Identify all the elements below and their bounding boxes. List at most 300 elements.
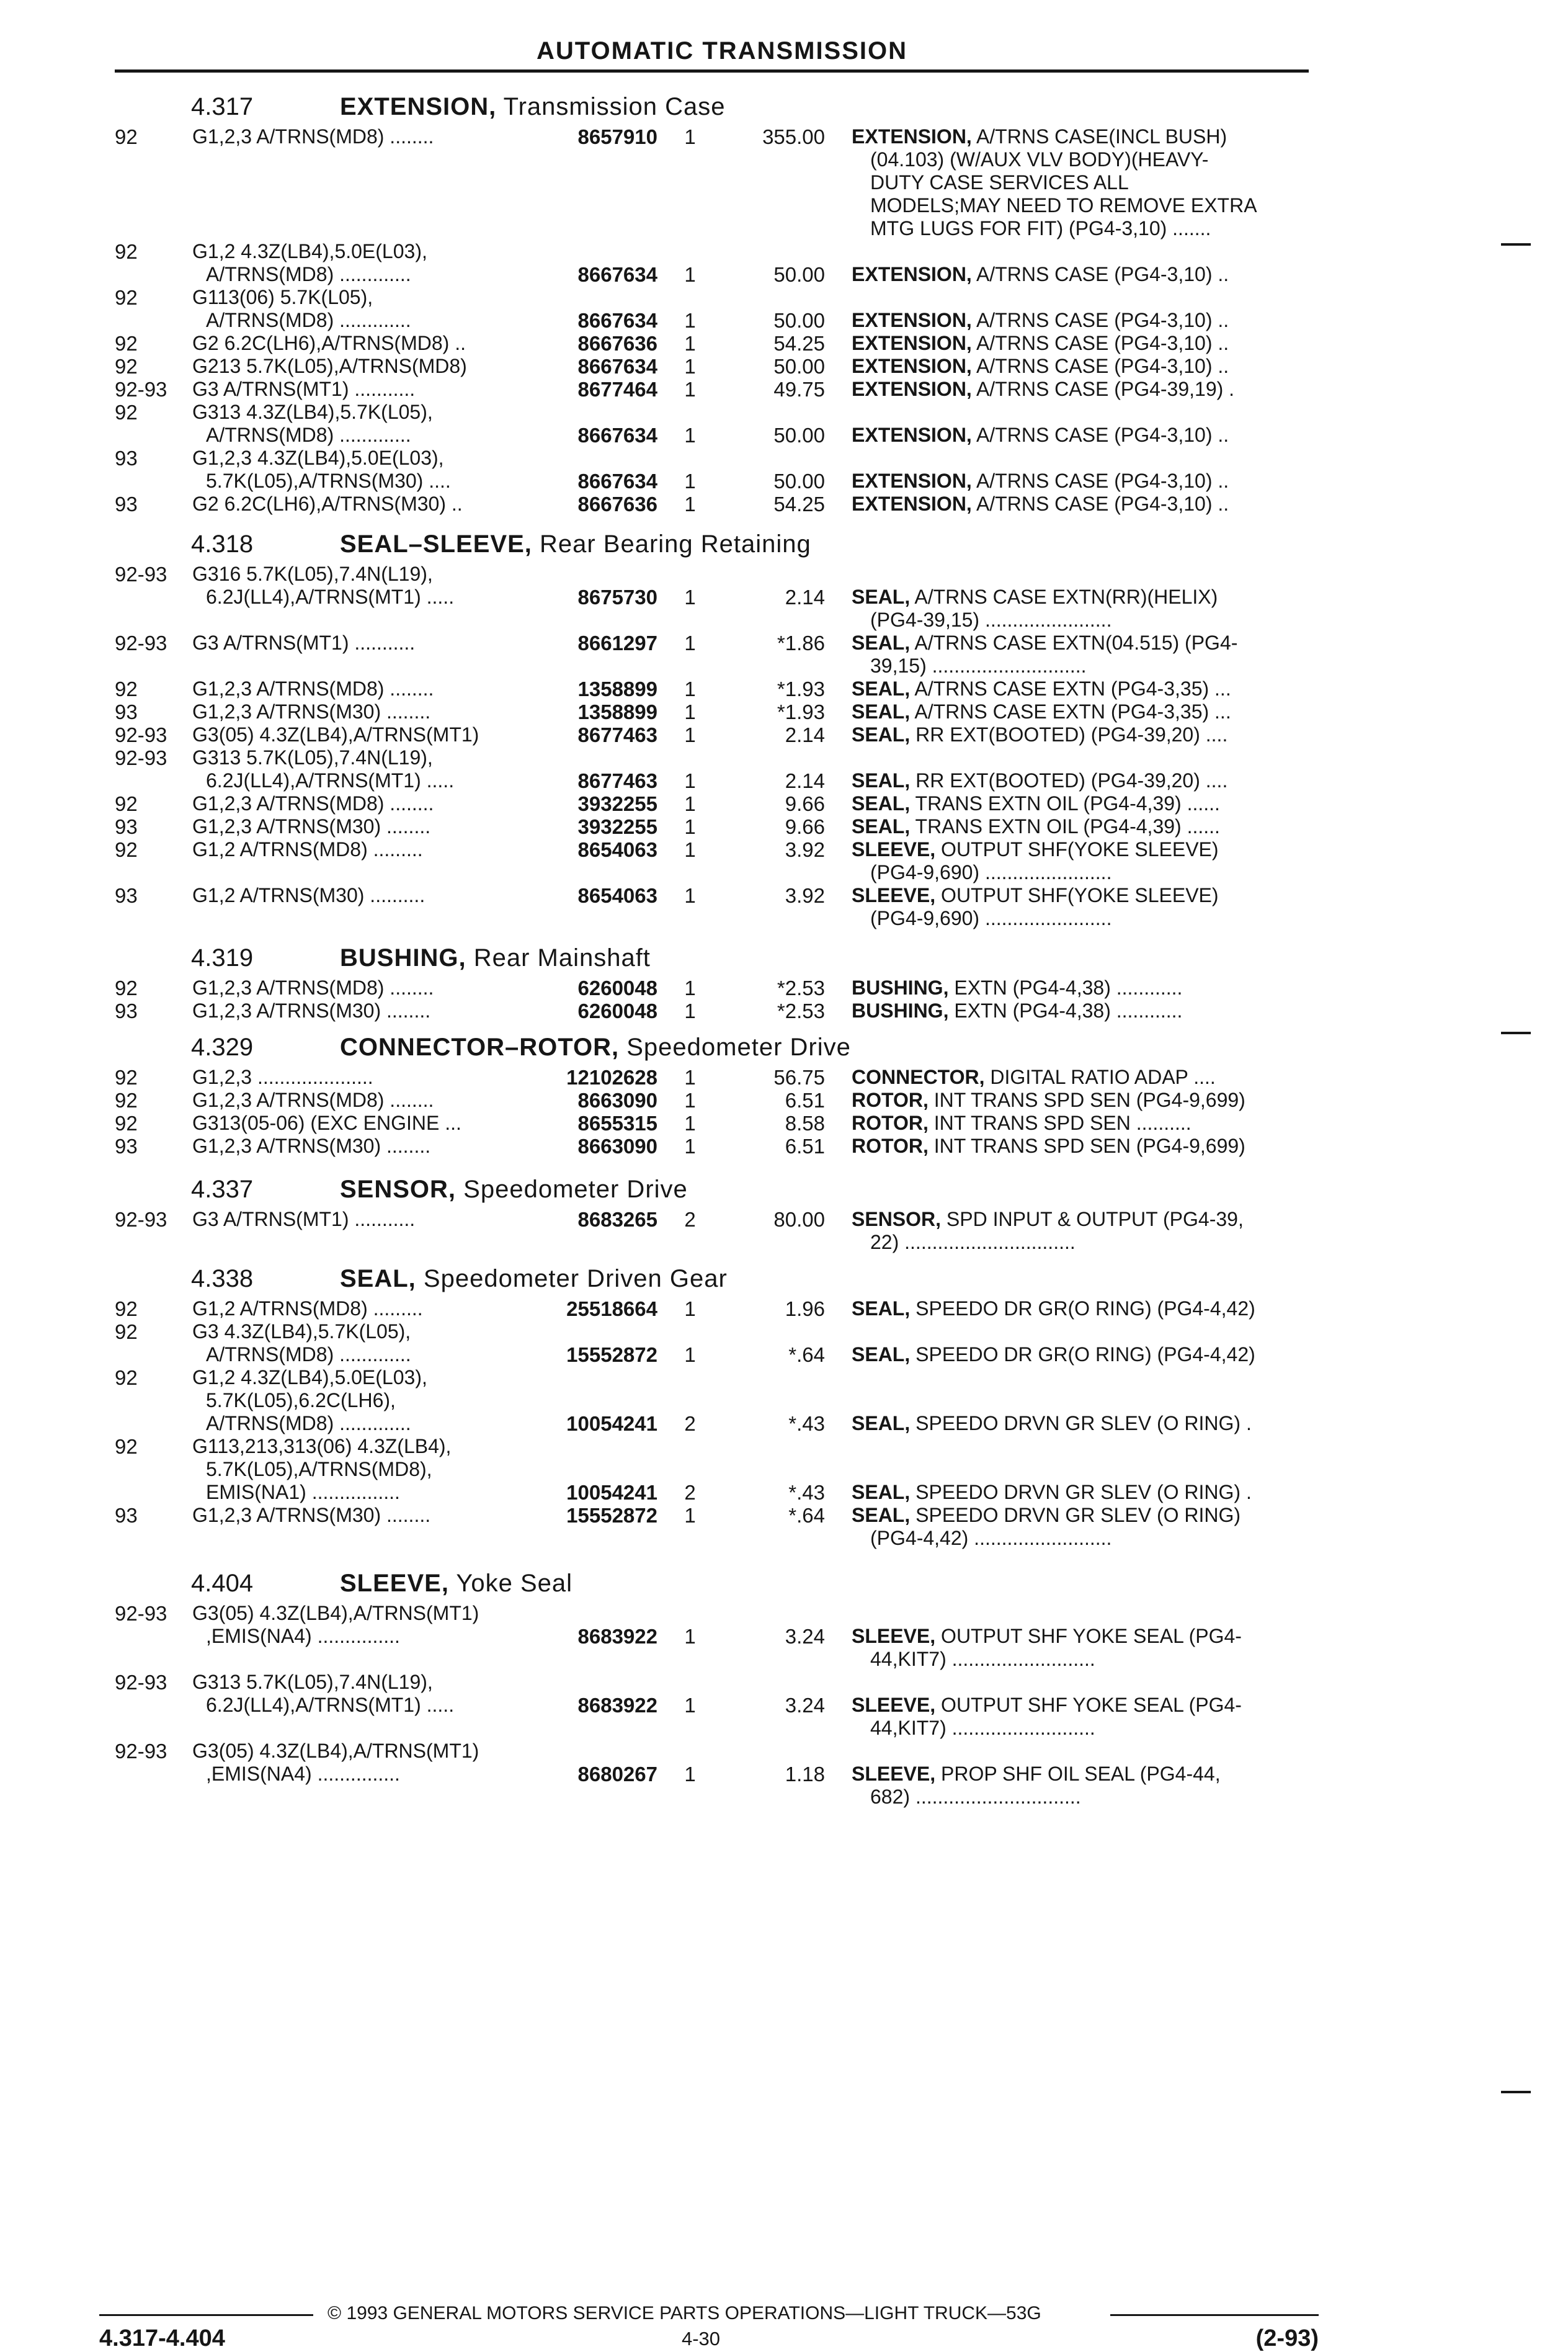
description-line: [852, 769, 1311, 792]
row-application: [192, 401, 433, 447]
row-price: 49.75: [773, 378, 825, 401]
application-line: G3 A/TRNS(MT1) ...........: [192, 1208, 416, 1230]
row-description: [852, 1343, 1311, 1366]
row-description: [852, 815, 1311, 838]
application-line: G1,2,3 A/TRNS(M30) ........: [192, 700, 431, 723]
row-application: [192, 1208, 415, 1231]
section-number: 4.338: [191, 1265, 254, 1292]
row-year: 92-93: [115, 1740, 167, 1763]
footer-date-code: (2-93): [1255, 2325, 1319, 2351]
row-part-number: 8667636: [577, 493, 657, 516]
row-price: 355.00: [762, 125, 825, 148]
description-line: 44,KIT7) ..........................: [870, 1648, 1095, 1670]
application-line: 5.7K(L05),A/TRNS(MD8),: [206, 1458, 432, 1480]
section-number: 4.329: [191, 1034, 254, 1061]
section-title-rest: Rear Mainshaft: [466, 944, 651, 972]
row-year: 92-93: [115, 632, 167, 655]
application-line: G1,2 A/TRNS(MD8) .........: [192, 838, 423, 861]
row-price: *1.93: [777, 677, 825, 700]
application-line: G313 4.3Z(LB4),5.7K(L05),: [192, 401, 433, 423]
row-quantity: 1: [684, 1112, 696, 1135]
row-description: [852, 723, 1311, 746]
row-description: [852, 424, 1311, 447]
description-keyword: ROTOR,: [852, 1112, 929, 1134]
application-line: G3 A/TRNS(MT1) ...........: [192, 632, 416, 654]
application-line: G1,2,3 A/TRNS(MD8) ........: [192, 677, 434, 700]
row-application: [192, 815, 430, 838]
row-quantity: 1: [684, 1135, 696, 1158]
section-title-main: SLEEVE,: [340, 1570, 449, 1597]
section-number: 4.318: [191, 530, 254, 558]
row-description: [852, 677, 1311, 700]
description-line: [852, 586, 1311, 609]
section-title-rest: Speedometer Driven Gear: [416, 1265, 728, 1292]
row-part-number: 6260048: [577, 977, 657, 999]
section-title-main: SEAL–SLEEVE,: [340, 530, 532, 558]
margin-mark: [1501, 243, 1531, 246]
row-description: [852, 1297, 1311, 1320]
row-description: [852, 1208, 1311, 1254]
section-title-main: CONNECTOR–ROTOR,: [340, 1034, 620, 1061]
description-text: RR EXT(BOOTED) (PG4-39,20) ....: [915, 723, 1228, 746]
row-description: [852, 1112, 1311, 1135]
row-year: 93: [115, 700, 138, 723]
row-part-number: 25518664: [566, 1297, 657, 1320]
row-price: 3.92: [785, 838, 825, 861]
row-price: *2.53: [777, 977, 825, 999]
description-text: INT TRANS SPD SEN (PG4-9,699): [933, 1089, 1245, 1111]
row-price: *.64: [788, 1343, 825, 1366]
row-price: 2.14: [785, 586, 825, 609]
row-part-number: 15552872: [566, 1504, 657, 1527]
row-description: [852, 1694, 1311, 1740]
description-line: [852, 1504, 1311, 1527]
row-description: [852, 125, 1311, 240]
row-part-number: 8667634: [577, 424, 657, 447]
description-keyword: SEAL,: [852, 769, 911, 792]
description-keyword: EXTENSION,: [852, 355, 972, 377]
row-part-number: 8663090: [577, 1135, 657, 1158]
row-description: [852, 1504, 1311, 1550]
description-line: [852, 263, 1311, 286]
description-keyword: EXTENSION,: [852, 263, 972, 285]
row-part-number: 8677464: [577, 378, 657, 401]
row-description: [852, 999, 1311, 1022]
description-line: [852, 355, 1311, 378]
row-part-number: 3932255: [577, 792, 657, 815]
row-quantity: 1: [684, 586, 696, 609]
row-application: [192, 723, 479, 746]
description-text: A/TRNS CASE (PG4-3,10) ..: [976, 493, 1229, 515]
row-part-number: 1358899: [577, 700, 657, 723]
description-line: [852, 424, 1311, 447]
section-number: 4.319: [191, 944, 254, 972]
row-year: 92: [115, 332, 138, 355]
application-line: G1,2 4.3Z(LB4),5.0E(L03),: [192, 240, 427, 262]
row-application: [192, 1112, 461, 1135]
row-price: 56.75: [773, 1066, 825, 1089]
application-line: ,EMIS(NA4) ...............: [206, 1625, 400, 1647]
row-price: 6.51: [785, 1135, 825, 1158]
application-line: 6.2J(LL4),A/TRNS(MT1) .....: [206, 1694, 455, 1716]
row-description: [852, 632, 1311, 677]
row-year: 93: [115, 999, 138, 1022]
row-application: [192, 1320, 411, 1366]
row-year: 93: [115, 884, 138, 907]
row-year: 92: [115, 125, 138, 148]
row-year: 92-93: [115, 746, 167, 769]
row-year: 92: [115, 1366, 138, 1389]
description-text: A/TRNS CASE EXTN(04.515) (PG4-: [914, 632, 1238, 654]
row-year: 92: [115, 240, 138, 263]
description-text: EXTN (PG4-4,38) ............: [954, 977, 1183, 999]
row-part-number: 8654063: [577, 884, 657, 907]
row-quantity: 1: [684, 884, 696, 907]
description-text: OUTPUT SHF YOKE SEAL (PG4-: [941, 1625, 1242, 1647]
description-text: SPEEDO DRVN GR SLEV (O RING): [915, 1504, 1241, 1526]
application-line: A/TRNS(MD8) .............: [206, 1412, 411, 1434]
row-application: [192, 286, 411, 332]
section-number: 4.337: [191, 1176, 254, 1203]
application-line: G2 6.2C(LH6),A/TRNS(MD8) ..: [192, 332, 466, 354]
description-text: A/TRNS CASE (PG4-3,10) ..: [976, 470, 1229, 492]
row-price: *.43: [788, 1412, 825, 1435]
application-line: G1,2,3 A/TRNS(MD8) ........: [192, 977, 434, 999]
description-line: [852, 977, 1311, 999]
row-quantity: 1: [684, 677, 696, 700]
row-description: [852, 838, 1311, 884]
row-price: 54.25: [773, 493, 825, 516]
footer-rule-right: [1110, 2314, 1319, 2316]
row-year: 92: [115, 1435, 138, 1458]
row-quantity: 1: [684, 1763, 696, 1786]
row-price: 2.14: [785, 769, 825, 792]
application-line: G3(05) 4.3Z(LB4),A/TRNS(MT1): [192, 723, 479, 746]
row-part-number: 8654063: [577, 838, 657, 861]
row-year: 93: [115, 815, 138, 838]
row-application: [192, 838, 423, 861]
application-line: G113(06) 5.7K(L05),: [192, 286, 373, 308]
description-keyword: SEAL,: [852, 1481, 911, 1503]
description-keyword: SEAL,: [852, 632, 911, 654]
row-description: [852, 769, 1311, 792]
row-quantity: 1: [684, 309, 696, 332]
application-line: EMIS(NA1) ................: [206, 1481, 400, 1503]
section-title-main: SEAL,: [340, 1265, 416, 1292]
row-description: [852, 493, 1311, 516]
row-price: 8.58: [785, 1112, 825, 1135]
row-part-number: 8667636: [577, 332, 657, 355]
section-title-rest: Speedometer Drive: [619, 1034, 851, 1061]
row-quantity: 1: [684, 700, 696, 723]
description-line: [852, 1208, 1311, 1231]
application-line: G316 5.7K(L05),7.4N(L19),: [192, 563, 433, 585]
description-text: RR EXT(BOOTED) (PG4-39,20) ....: [915, 769, 1228, 792]
section-title-rest: Transmission Case: [496, 93, 726, 120]
row-quantity: 1: [684, 1343, 696, 1366]
description-text: OUTPUT SHF(YOKE SLEEVE): [941, 838, 1219, 861]
row-part-number: 1358899: [577, 677, 657, 700]
row-part-number: 8683922: [577, 1694, 657, 1717]
row-quantity: 1: [684, 838, 696, 861]
description-line: [852, 884, 1311, 907]
row-quantity: 1: [684, 470, 696, 493]
row-description: [852, 1135, 1311, 1158]
row-application: [192, 1135, 430, 1158]
description-keyword: ROTOR,: [852, 1089, 929, 1111]
row-part-number: 10054241: [566, 1412, 657, 1435]
description-line: MTG LUGS FOR FIT) (PG4-3,10) .......: [870, 217, 1211, 239]
row-part-number: 6260048: [577, 999, 657, 1022]
section-title: [340, 1176, 688, 1204]
header-rule: [115, 69, 1309, 73]
application-line: A/TRNS(MD8) .............: [206, 263, 411, 285]
description-text: A/TRNS CASE (PG4-39,19) .: [976, 378, 1235, 400]
row-quantity: 1: [684, 378, 696, 401]
description-keyword: BUSHING,: [852, 999, 949, 1022]
description-keyword: SLEEVE,: [852, 1694, 936, 1716]
section-number: 4.317: [191, 93, 254, 120]
section-number: 4.404: [191, 1570, 254, 1597]
row-part-number: 8661297: [577, 632, 657, 655]
row-description: [852, 884, 1311, 930]
description-text: A/TRNS CASE (PG4-3,10) ..: [976, 355, 1229, 377]
row-description: [852, 586, 1311, 632]
row-price: *1.93: [777, 700, 825, 723]
description-text: SPEEDO DR GR(O RING) (PG4-4,42): [915, 1297, 1255, 1320]
row-price: *1.86: [777, 632, 825, 655]
row-description: [852, 263, 1311, 286]
description-line: [852, 378, 1311, 401]
application-line: G1,2,3 4.3Z(LB4),5.0E(L03),: [192, 447, 444, 469]
row-year: 92: [115, 838, 138, 861]
application-line: G1,2 4.3Z(LB4),5.0E(L03),: [192, 1366, 427, 1388]
application-line: G1,2,3 A/TRNS(MD8) ........: [192, 792, 434, 815]
description-line: [852, 1297, 1311, 1320]
row-year: 92-93: [115, 1671, 167, 1694]
application-line: G1,2,3 A/TRNS(MD8) ........: [192, 125, 434, 148]
description-line: [852, 332, 1311, 355]
description-line: (04.103) (W/AUX VLV BODY)(HEAVY-: [870, 148, 1209, 171]
application-line: A/TRNS(MD8) .............: [206, 1343, 411, 1366]
description-line: [852, 723, 1311, 746]
row-year: 92-93: [115, 723, 167, 746]
row-description: [852, 1066, 1311, 1089]
section-title-main: BUSHING,: [340, 944, 466, 972]
row-application: [192, 1504, 430, 1527]
application-line: 6.2J(LL4),A/TRNS(MT1) .....: [206, 586, 455, 608]
description-keyword: SLEEVE,: [852, 838, 936, 861]
section-title-rest: Rear Bearing Retaining: [532, 530, 811, 558]
row-application: [192, 563, 454, 609]
row-quantity: 2: [684, 1412, 696, 1435]
description-keyword: EXTENSION,: [852, 470, 972, 492]
description-text: SPEEDO DR GR(O RING) (PG4-4,42): [915, 1343, 1255, 1366]
row-part-number: 8683265: [577, 1208, 657, 1231]
row-application: [192, 746, 454, 792]
description-keyword: SLEEVE,: [852, 1625, 936, 1647]
row-price: 50.00: [773, 263, 825, 286]
row-price: 1.96: [785, 1297, 825, 1320]
row-price: *2.53: [777, 999, 825, 1022]
row-year: 92: [115, 792, 138, 815]
description-keyword: ROTOR,: [852, 1135, 929, 1157]
row-description: [852, 378, 1311, 401]
description-line: [852, 1412, 1311, 1435]
description-line: 39,15) ............................: [870, 655, 1087, 677]
row-year: 93: [115, 1504, 138, 1527]
row-application: [192, 792, 434, 815]
description-text: PROP SHF OIL SEAL (PG4-44,: [941, 1763, 1221, 1785]
application-line: A/TRNS(MD8) .............: [206, 309, 411, 331]
description-text: SPEEDO DRVN GR SLEV (O RING) .: [915, 1481, 1252, 1503]
footer-copyright: © 1993 GENERAL MOTORS SERVICE PARTS OPERATIONS—LIGHT TRUCK—53G: [327, 2303, 1041, 2323]
row-part-number: 8667634: [577, 309, 657, 332]
row-part-number: 3932255: [577, 815, 657, 838]
application-line: G1,2,3 .....................: [192, 1066, 373, 1088]
row-price: 9.66: [785, 792, 825, 815]
description-keyword: SEAL,: [852, 586, 911, 608]
application-line: G1,2,3 A/TRNS(M30) ........: [192, 1504, 431, 1526]
application-line: G313 5.7K(L05),7.4N(L19),: [192, 1671, 433, 1693]
margin-mark: [1501, 1032, 1531, 1034]
row-application: [192, 332, 466, 355]
row-application: [192, 1671, 454, 1717]
row-application: [192, 1297, 423, 1320]
row-description: [852, 355, 1311, 378]
section-title-main: SENSOR,: [340, 1176, 457, 1203]
application-line: G113,213,313(06) 4.3Z(LB4),: [192, 1435, 452, 1457]
section-title: [340, 93, 726, 121]
description-line: 682) ..............................: [870, 1786, 1081, 1808]
application-line: G213 5.7K(L05),A/TRNS(MD8): [192, 355, 467, 377]
application-line: G313(05-06) (EXC ENGINE ...: [192, 1112, 461, 1134]
description-text: A/TRNS CASE (PG4-3,10) ..: [976, 263, 1229, 285]
description-text: INT TRANS SPD SEN (PG4-9,699): [933, 1135, 1245, 1157]
row-year: 92: [115, 1320, 138, 1343]
application-line: G1,2 A/TRNS(M30) ..........: [192, 884, 425, 906]
description-line: [852, 309, 1311, 332]
row-application: [192, 677, 434, 700]
description-line: [852, 632, 1311, 655]
description-text: OUTPUT SHF YOKE SEAL (PG4-: [941, 1694, 1242, 1716]
row-year: 92: [115, 355, 138, 378]
row-description: [852, 470, 1311, 493]
row-application: [192, 240, 427, 286]
row-year: 92: [115, 1297, 138, 1320]
description-keyword: CONNECTOR,: [852, 1066, 985, 1088]
description-line: [852, 1135, 1311, 1158]
row-year: 92-93: [115, 1208, 167, 1231]
description-line: [852, 1089, 1311, 1112]
row-price: 50.00: [773, 424, 825, 447]
row-quantity: 1: [684, 1625, 696, 1648]
application-line: G3 A/TRNS(MT1) ...........: [192, 378, 416, 400]
description-line: DUTY CASE SERVICES ALL: [870, 171, 1129, 194]
description-keyword: SEAL,: [852, 1297, 911, 1320]
section-title-main: EXTENSION,: [340, 93, 497, 120]
row-price: 50.00: [773, 470, 825, 493]
description-line: 22) ...............................: [870, 1231, 1076, 1253]
description-keyword: SEAL,: [852, 700, 911, 723]
row-price: 6.51: [785, 1089, 825, 1112]
row-year: 92-93: [115, 563, 167, 586]
row-year: 92: [115, 977, 138, 999]
description-keyword: EXTENSION,: [852, 378, 972, 400]
row-quantity: 1: [684, 1297, 696, 1320]
description-keyword: SLEEVE,: [852, 884, 936, 906]
row-year: 92: [115, 286, 138, 309]
row-quantity: 1: [684, 355, 696, 378]
row-part-number: 8680267: [577, 1763, 657, 1786]
description-keyword: SEAL,: [852, 677, 911, 700]
row-quantity: 2: [684, 1208, 696, 1231]
description-line: [852, 700, 1311, 723]
section-title: [340, 1265, 728, 1293]
description-line: [852, 1694, 1311, 1717]
section-title: [340, 530, 811, 558]
description-line: [852, 493, 1311, 516]
row-part-number: 8677463: [577, 723, 657, 746]
description-line: MODELS;MAY NEED TO REMOVE EXTRA: [870, 194, 1257, 217]
row-year: 93: [115, 493, 138, 516]
application-line: G313 5.7K(L05),7.4N(L19),: [192, 746, 433, 769]
row-quantity: 1: [684, 769, 696, 792]
application-line: G3 4.3Z(LB4),5.7K(L05),: [192, 1320, 411, 1343]
description-line: [852, 1066, 1311, 1089]
row-description: [852, 309, 1311, 332]
row-quantity: 2: [684, 1481, 696, 1504]
row-year: 92-93: [115, 1602, 167, 1625]
description-line: (PG4-4,42) .........................: [870, 1527, 1112, 1549]
page-header-title: AUTOMATIC TRANSMISSION: [536, 37, 908, 65]
row-application: [192, 700, 430, 723]
description-text: A/TRNS CASE (PG4-3,10) ..: [976, 332, 1229, 354]
row-quantity: 1: [684, 1066, 696, 1089]
section-title: [340, 944, 651, 972]
description-keyword: EXTENSION,: [852, 424, 972, 446]
row-price: 54.25: [773, 332, 825, 355]
row-year: 93: [115, 1135, 138, 1158]
application-line: ,EMIS(NA4) ...............: [206, 1763, 400, 1785]
description-text: A/TRNS CASE(INCL BUSH): [976, 125, 1227, 148]
row-price: 3.92: [785, 884, 825, 907]
row-part-number: 8675730: [577, 586, 657, 609]
application-line: G1,2 A/TRNS(MD8) .........: [192, 1297, 423, 1320]
row-quantity: 1: [684, 723, 696, 746]
application-line: 6.2J(LL4),A/TRNS(MT1) .....: [206, 769, 455, 792]
row-description: [852, 332, 1311, 355]
row-application: [192, 1602, 479, 1648]
row-description: [852, 1412, 1311, 1435]
row-quantity: 1: [684, 493, 696, 516]
row-quantity: 1: [684, 332, 696, 355]
row-quantity: 1: [684, 263, 696, 286]
row-price: 9.66: [785, 815, 825, 838]
description-text: OUTPUT SHF(YOKE SLEEVE): [941, 884, 1219, 906]
description-line: [852, 470, 1311, 493]
row-price: 2.14: [785, 723, 825, 746]
description-line: (PG4-39,15) .......................: [870, 609, 1112, 631]
row-description: [852, 792, 1311, 815]
row-part-number: 8667634: [577, 263, 657, 286]
row-description: [852, 1481, 1311, 1504]
application-line: G3(05) 4.3Z(LB4),A/TRNS(MT1): [192, 1740, 479, 1762]
row-quantity: 1: [684, 792, 696, 815]
row-quantity: 1: [684, 1089, 696, 1112]
application-line: G1,2,3 A/TRNS(M30) ........: [192, 999, 431, 1022]
row-application: [192, 355, 467, 378]
